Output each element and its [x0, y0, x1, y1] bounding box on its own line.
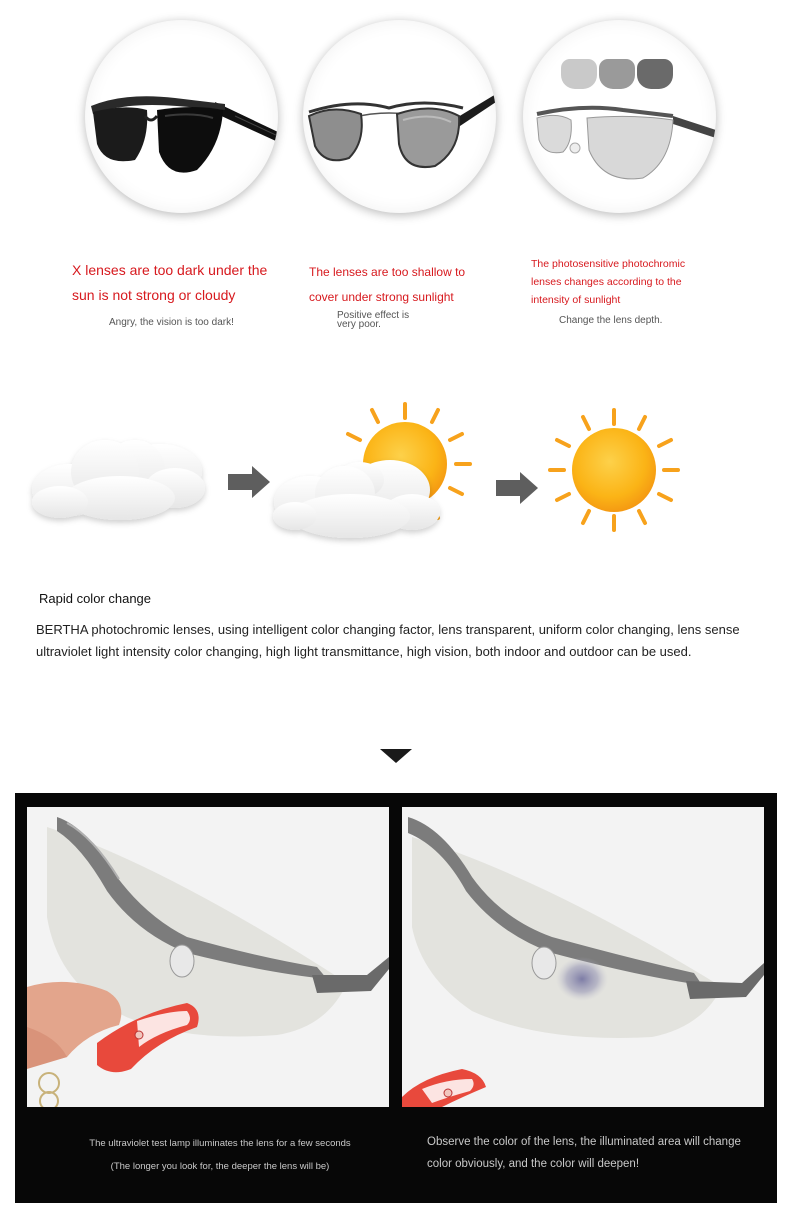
- photochromic-lens-glasses-image: [523, 20, 716, 213]
- lens-change-caption: Observe the color of the lens, the illuminated area will change color obviously, and the color will deepen!: [427, 1136, 741, 1170]
- light-lens-aviator-image: [303, 20, 496, 213]
- uv-lamp-caption-line1: The ultraviolet test lamp illuminates the lens for a few seconds: [89, 1138, 351, 1149]
- tint-swatch-dark: [637, 59, 673, 89]
- tint-swatch-light: [561, 59, 597, 89]
- comparison-caption-shallow: The lenses are too shallow to cover under strong sunlight: [309, 265, 466, 304]
- feature-title: Rapid color change: [39, 591, 152, 606]
- dark-lens-sunglasses-image: [85, 20, 278, 213]
- uv-lamp-caption: [15, 1132, 425, 1178]
- cloud-icon: [32, 440, 205, 520]
- arrow-right-icon: [496, 472, 538, 504]
- comparison-caption-dark: X lenses are too dark under the sun is not strong or cloudy: [72, 262, 268, 303]
- uv-test-panel: [15, 793, 777, 1203]
- arrow-right-icon: [228, 466, 270, 498]
- comparison-subcaption-shallow: Positive effect is very poor.: [337, 310, 410, 330]
- uv-lamp-caption-line2: (The longer you look for, the deeper the lens will be): [110, 1161, 330, 1172]
- lens-color-changed-photo: [402, 807, 764, 1107]
- comparison-subcaption-dark: Angry, the vision is too dark!: [109, 317, 234, 328]
- partly-sunny-icon: [273, 404, 470, 538]
- sun-icon: [550, 410, 678, 530]
- down-arrow-icon: [380, 749, 412, 763]
- uv-lamp-illuminating-photo: [27, 807, 389, 1107]
- comparison-caption-photochromic: The photosensitive photochromic lenses changes according to the intensity of sunlight: [531, 258, 686, 306]
- weather-transition-illustration: [0, 390, 790, 550]
- feature-description: BERTHA photochromic lenses, using intelligent color changing factor, lens transparent, uniform color changing, lens sense ultraviolet light intensity color changing, high light transmittance, high vision, both indoor and outdoor can be used.: [36, 622, 740, 659]
- comparison-subcaption-photochromic: Change the lens depth.: [559, 315, 663, 326]
- tint-swatch-medium: [599, 59, 635, 89]
- lens-tint-swatches: [561, 59, 674, 89]
